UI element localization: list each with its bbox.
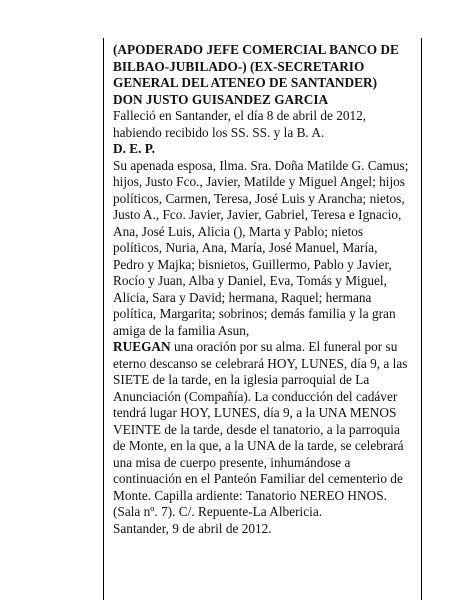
dep-label: D. E. P. — [113, 141, 155, 156]
funeral-line: SIETE de la tarde, en la iglesia parroquial de La — [113, 372, 370, 387]
family-line: Rocío y Juan, Alba y Daniel, Eva, Tomás y Miguel, — [113, 273, 387, 288]
funeral-line: VEINTE de la tarde, desde el tanatorio, a la parroquia — [113, 421, 400, 437]
family-line: políticos, Nuria, Ana, María, José Manuel, María, — [113, 240, 378, 255]
family-line: Su apenada esposa, Ilma. Sra. Doña Matilde G. Camus; — [113, 157, 409, 173]
family-line: hijos, Justo Fco., Javier, Matilde y Miguel Angel; hijos — [113, 174, 405, 189]
date-signature: Santander, 9 de abril de 2012. — [113, 520, 272, 536]
family-line: políticos, Carmen, Teresa, José Luis y Arancha; nietos, — [113, 190, 405, 206]
funeral-line: continuación en el Panteón Familiar del cementerio de — [113, 471, 403, 486]
family-line: Alicia, Sara y David; hermana, Raquel; hermana — [113, 289, 372, 305]
family-list — [113, 158, 421, 340]
family-line: Ana, José Luis, Alicia (), Marta y Pablo; nietos — [113, 223, 364, 239]
death-line: habiendo recibido los SS. SS. y la B. A. — [113, 124, 325, 140]
heading-line: (APODERADO JEFE COMERCIAL BANCO DE — [113, 42, 399, 57]
heading-line: GENERAL DEL ATENEO DE SANTANDER) — [113, 75, 378, 90]
funeral-line: tendrá lugar HOY, LUNES, día 9, a la UNA MENOS — [113, 405, 397, 420]
death-announcement — [113, 108, 421, 141]
obituary-heading — [113, 42, 421, 108]
heading-line: BILBAO-JUBILADO-) (EX-SECRETARIO — [113, 58, 365, 74]
death-line: Falleció en Santander, el día 8 de abril de 2012, — [113, 108, 367, 123]
deceased-name: DON JUSTO GUISANDEZ GARCIA — [113, 91, 329, 107]
ruegan-line — [113, 339, 421, 356]
funeral-line: Anunciación (Compañía). La conducción del cadáver — [113, 388, 398, 404]
funeral-line: Monte. Capilla ardiente: Tanatorio NEREO HNOS. — [113, 487, 387, 503]
family-line: Justo A., Fco. Javier, Javier, Gabriel, Teresa e Ignacio, — [113, 207, 402, 222]
funeral-details — [113, 339, 421, 537]
ruegan-word: RUEGAN — [113, 339, 171, 354]
family-line: amiga de la familia Asun, — [113, 322, 250, 338]
family-line: política, Margarita; sobrinos; demás familia y la gran — [113, 306, 396, 321]
obituary-notice — [103, 38, 422, 600]
ruegan-text: una oración por su alma. El funeral por su — [170, 339, 398, 354]
funeral-line: una misa de cuerpo presente, inhumándose a — [113, 454, 351, 470]
funeral-line: de Monte, en la que, a la UNA de la tarde, se celebrará — [113, 438, 404, 453]
funeral-line: (Sala nº. 7). C/. Repuente-La Albericia. — [113, 504, 323, 519]
funeral-line: eterno descanso se celebrará HOY, LUNES, día 9, a las — [113, 355, 408, 371]
family-line: Pedro y Majka; bisnietos, Guillermo, Pablo y Javier, — [113, 256, 392, 272]
